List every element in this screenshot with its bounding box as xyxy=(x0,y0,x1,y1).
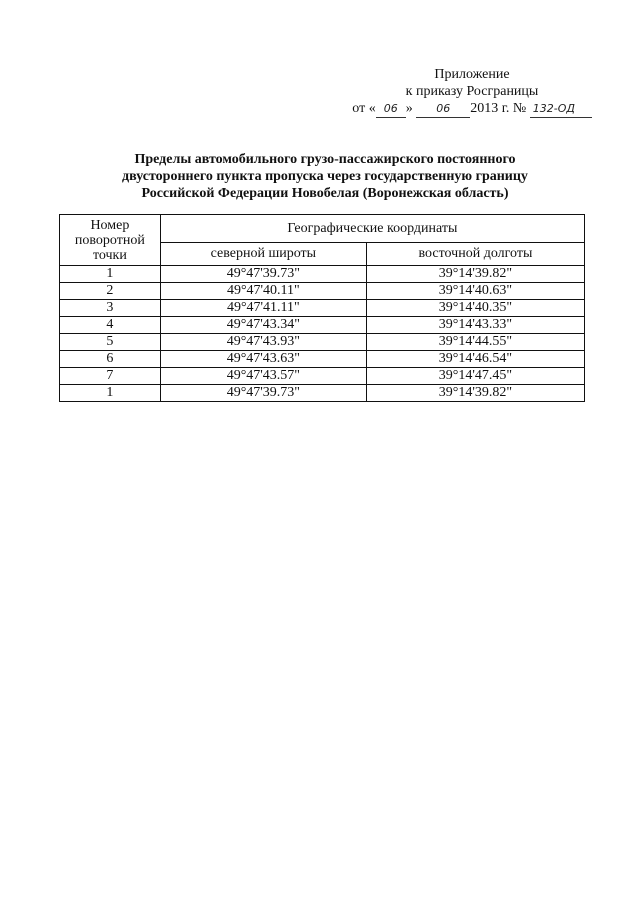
table-body xyxy=(60,266,585,402)
latitude-cell: 49°47'40.11" xyxy=(160,283,366,300)
point-number-cell: 6 xyxy=(60,351,161,368)
longitude-cell: 39°14'40.35" xyxy=(366,300,584,317)
latitude-cell: 49°47'43.34" xyxy=(160,317,366,334)
latitude-cell: 49°47'43.57" xyxy=(160,368,366,385)
appendix-title: Приложение xyxy=(434,67,510,82)
longitude-cell: 39°14'47.45" xyxy=(366,368,584,385)
header-latitude: северной широты xyxy=(160,243,366,266)
date-year-suffix: г. № xyxy=(498,101,527,116)
appendix-date-line xyxy=(352,100,592,118)
date-prefix: от « xyxy=(352,101,376,116)
appendix-header xyxy=(352,66,592,118)
point-number-cell: 5 xyxy=(60,334,161,351)
point-number-cell: 1 xyxy=(60,266,161,283)
point-number-cell: 1 xyxy=(60,385,161,402)
point-number-cell: 2 xyxy=(60,283,161,300)
latitude-cell: 49°47'39.73" xyxy=(160,385,366,402)
document-title xyxy=(60,151,590,202)
order-number: 132-ОД xyxy=(530,100,592,118)
longitude-cell: 39°14'44.55" xyxy=(366,334,584,351)
table-row xyxy=(60,385,585,402)
date-month: 06 xyxy=(416,100,470,118)
table-row xyxy=(60,334,585,351)
table-row xyxy=(60,300,585,317)
coordinates-table xyxy=(59,214,585,402)
point-number-cell: 3 xyxy=(60,300,161,317)
appendix-order-ref: к приказу Росграницы xyxy=(405,84,539,99)
latitude-cell: 49°47'43.93" xyxy=(160,334,366,351)
longitude-cell: 39°14'39.82" xyxy=(366,385,584,402)
latitude-cell: 49°47'39.73" xyxy=(160,266,366,283)
header-geo-coords: Географические координаты xyxy=(160,215,584,243)
longitude-cell: 39°14'40.63" xyxy=(366,283,584,300)
longitude-cell: 39°14'43.33" xyxy=(366,317,584,334)
header-longitude: восточной долготы xyxy=(366,243,584,266)
point-number-cell: 4 xyxy=(60,317,161,334)
title-line-1: Пределы автомобильного грузо-пассажирского постоянного xyxy=(134,152,516,167)
table-row xyxy=(60,351,585,368)
table-row xyxy=(60,317,585,334)
title-line-3: Российской Федерации Новобелая (Воронежская область) xyxy=(141,186,509,201)
table-row xyxy=(60,283,585,300)
date-day: 06 xyxy=(376,100,406,118)
table-row xyxy=(60,266,585,283)
longitude-cell: 39°14'39.82" xyxy=(366,266,584,283)
point-number-cell: 7 xyxy=(60,368,161,385)
date-separator: » xyxy=(405,101,413,116)
latitude-cell: 49°47'43.63" xyxy=(160,351,366,368)
header-point-number: Номер поворотной точки xyxy=(60,215,161,266)
longitude-cell: 39°14'46.54" xyxy=(366,351,584,368)
title-line-2: двустороннего пункта пропуска через государственную границу xyxy=(122,169,528,184)
date-year: 2013 xyxy=(470,101,499,116)
table-row xyxy=(60,368,585,385)
latitude-cell: 49°47'41.11" xyxy=(160,300,366,317)
